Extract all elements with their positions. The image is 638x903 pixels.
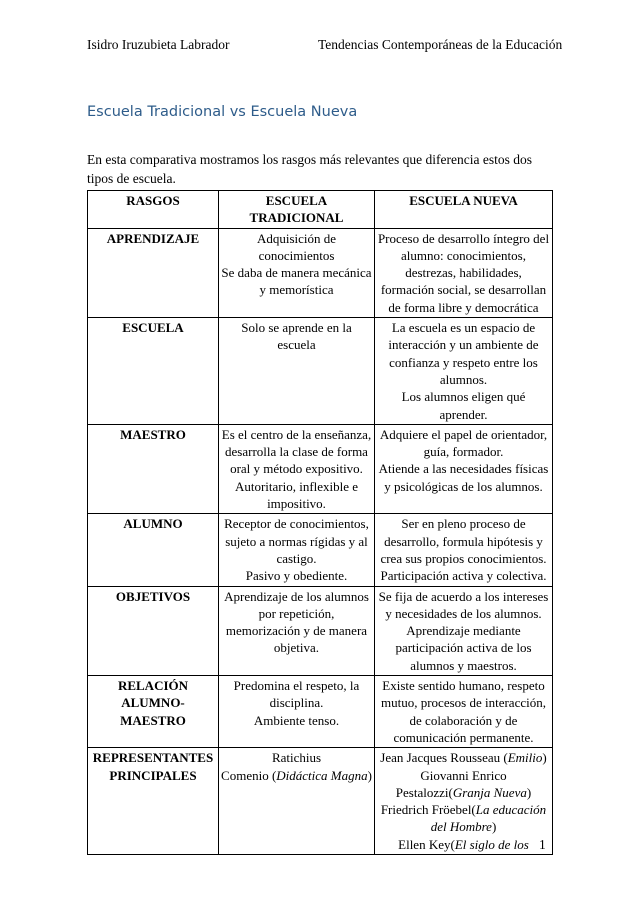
cell-paragraph: Proceso de desarrollo íntegro del alumno: conocimientos, destrezas, habilidades, formación social, se desarrollan de forma libre y democrática: [377, 230, 550, 315]
cell-paragraph: La escuela es un espacio de interacción y un ambiente de confianza y respeto entre los alumnos.: [388, 320, 539, 387]
rasgo-cell: [88, 586, 219, 675]
table-row: [88, 676, 553, 748]
nueva-cell: [375, 228, 553, 317]
cell-paragraph: Adquisición de conocimientos: [256, 230, 337, 263]
cell-paragraph: Se fija de acuerdo a los intereses y necesidades de los alumnos.: [378, 588, 549, 621]
header-escuela-nueva: ESCUELA NUEVA: [375, 191, 553, 229]
page-number: 1: [539, 837, 546, 852]
cell-paragraph: Pasivo y obediente.: [245, 568, 348, 584]
cell-paragraph: Predomina el respeto, la disciplina.: [233, 678, 360, 711]
cell-paragraph: Jean Jacques Rousseau (Emilio): [380, 750, 547, 766]
cell-paragraph: ALUMNO-: [121, 695, 185, 711]
cell-paragraph: APRENDIZAJE: [106, 230, 200, 246]
cell-paragraph: Los alumnos eligen qué aprender.: [401, 389, 526, 422]
cell-paragraph: MAESTRO: [120, 426, 186, 442]
rasgo-cell: [88, 748, 219, 855]
table-row: [88, 586, 553, 675]
rasgo-cell: [88, 318, 219, 425]
rasgo-cell: [88, 228, 219, 317]
table-row: [88, 424, 553, 513]
header-escuela-tradicional: ESCUELA TRADICIONAL: [219, 191, 375, 229]
tradicional-cell: [219, 424, 375, 513]
cell-paragraph: Aprendizaje de los alumnos por repetición, memorización y de manera objetiva.: [224, 588, 369, 656]
tradicional-cell: [219, 676, 375, 748]
cell-paragraph: MAESTRO: [120, 712, 186, 728]
rasgo-cell: [88, 424, 219, 513]
cell-paragraph: RELACIÓN: [117, 678, 189, 694]
header-rasgos: RASGOS: [88, 191, 219, 229]
cell-paragraph: Giovanni Enrico Pestalozzi(Granja Nueva): [395, 767, 532, 800]
nueva-cell: [375, 514, 553, 586]
cell-paragraph: Participación activa y colectiva.: [380, 568, 547, 584]
cell-paragraph: ESCUELA: [122, 320, 184, 336]
book-title: Emilio: [507, 750, 543, 766]
document-title: Escuela Tradicional vs Escuela Nueva: [87, 104, 358, 120]
tradicional-cell: [219, 318, 375, 425]
cell-paragraph: Ambiente tenso.: [253, 712, 340, 728]
table-row: [88, 318, 553, 425]
comparison-table: [87, 190, 553, 855]
header-author: Isidro Iruzubieta Labrador: [87, 37, 230, 52]
intro-paragraph: En esta comparativa mostramos los rasgos más relevantes que diferencia estos dos tipos de escuela.: [87, 152, 532, 186]
book-title: La educación del Hombre: [430, 802, 547, 835]
nueva-cell: [375, 318, 553, 425]
nueva-cell: [375, 748, 553, 855]
cell-paragraph: Comenio (Didáctica Magna): [221, 767, 372, 783]
book-title: Didáctica Magna: [276, 767, 368, 783]
cell-paragraph: Ellen Key(El siglo de los: [398, 836, 529, 852]
cell-paragraph: Existe sentido humano, respeto mutuo, procesos de interacción, de colaboración y de comunicación permanente.: [381, 678, 546, 745]
book-title: El siglo de los: [454, 836, 529, 852]
table-body: [88, 228, 553, 854]
rasgo-cell: [88, 514, 219, 586]
cell-paragraph: Ser en pleno proceso de desarrollo, formula hipótesis y crea sus propios conocimientos.: [380, 516, 547, 566]
cell-paragraph: Adquiere el papel de orientador, guía, formador.: [379, 426, 548, 460]
cell-paragraph: Atiende a las necesidades físicas y psicológicas de los alumnos.: [378, 461, 549, 494]
cell-paragraph: ALUMNO: [123, 516, 183, 532]
cell-paragraph: OBJETIVOS: [115, 588, 191, 604]
tradicional-cell: [219, 748, 375, 855]
tradicional-cell: [219, 586, 375, 675]
cell-paragraph: PRINCIPALES: [109, 767, 197, 783]
tradicional-cell: [219, 228, 375, 317]
cell-paragraph: Aprendizaje mediante participación activa de los alumnos y maestros.: [395, 623, 532, 673]
cell-paragraph: Solo se aprende en la escuela: [241, 320, 352, 353]
cell-paragraph: Receptor de conocimientos, sujeto a normas rígidas y al castigo.: [224, 516, 369, 566]
cell-paragraph: Se daba de manera mecánica y memorística: [221, 265, 372, 298]
cell-paragraph: Autoritario, inflexible e impositivo.: [234, 478, 359, 512]
nueva-cell: [375, 424, 553, 513]
cell-paragraph: REPRESENTANTES: [92, 750, 214, 766]
cell-paragraph: Es el centro de la enseñanza, desarrolla la clase de forma oral y método expositivo.: [221, 426, 372, 477]
tradicional-cell: [219, 514, 375, 586]
table-header-row: [88, 191, 553, 229]
nueva-cell: [375, 586, 553, 675]
cell-paragraph: Ratichius: [271, 750, 322, 766]
book-title: Granja Nueva: [452, 784, 527, 800]
nueva-cell: [375, 676, 553, 748]
header-course: Tendencias Contemporáneas de la Educación: [318, 37, 563, 52]
rasgo-cell: [88, 676, 219, 748]
table-row: [88, 514, 553, 586]
table-row: [88, 748, 553, 855]
cell-paragraph: Friedrich Fröebel(La educación del Hombre): [380, 802, 547, 835]
table-row: [88, 228, 553, 317]
